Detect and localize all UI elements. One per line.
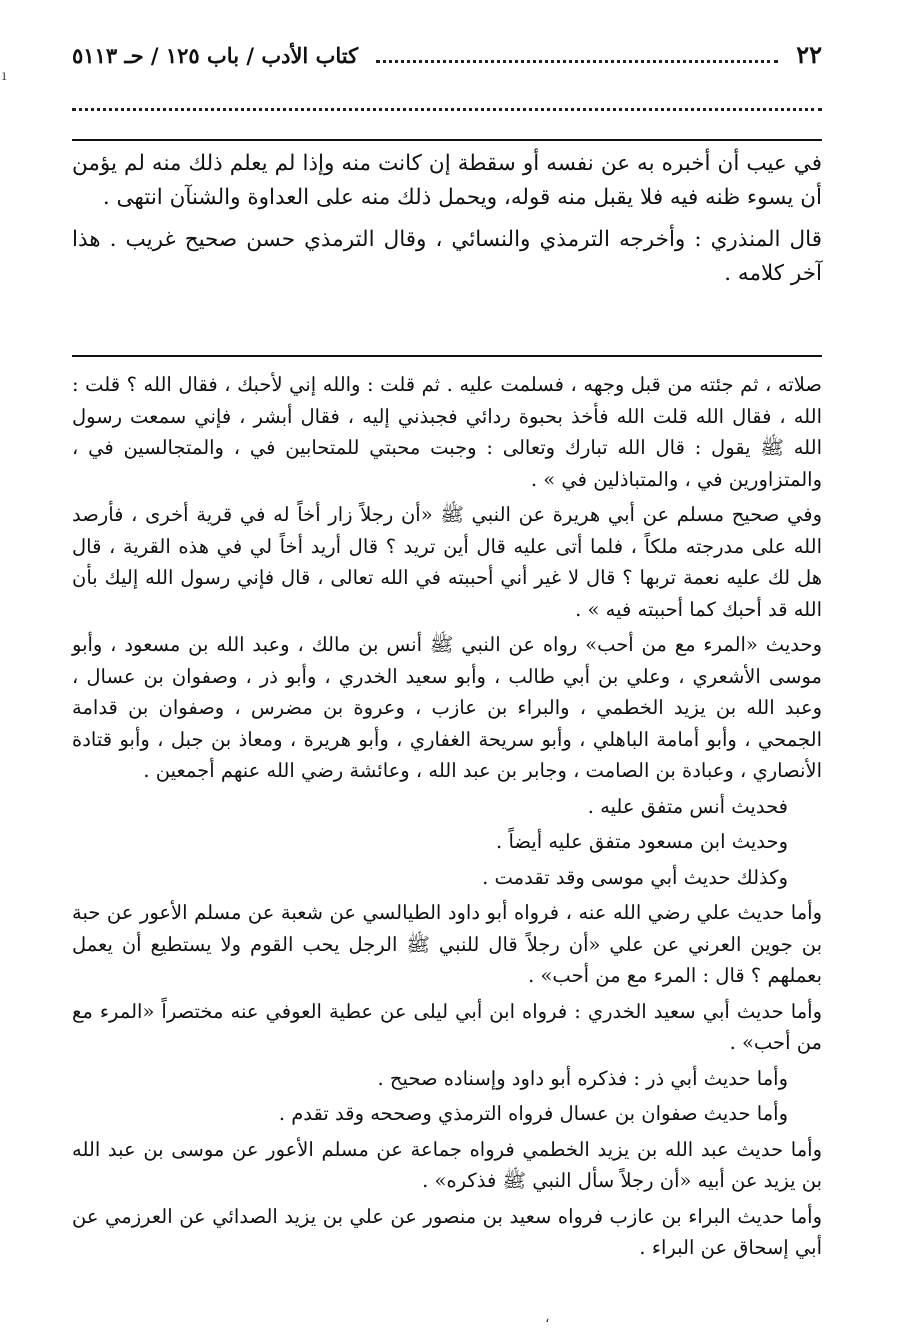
- footer-mark: ،: [545, 1310, 550, 1326]
- main-paragraph: وأما حديث أبي ذر : فذكره أبو داود وإسناده صحيح .: [377, 1066, 788, 1090]
- commentary-block: [72, 141, 822, 317]
- main-paragraph: وأما حديث علي رضي الله عنه ، فرواه أبو داود الطيالسي عن شعبة عن مسلم الأعور عن حبة بن جوين العرني عن علي «أن رجلاً قال للنبي ﷺ الرجل يحب القوم ولا يستطيع أن يعمل بعملهم ؟ قال : المرء مع من أحب» .: [72, 901, 822, 987]
- book-page: [72, 40, 822, 1268]
- main-paragraph: وحديث «المرء مع من أحب» رواه عن النبي ﷺ أنس بن مالك ، وعبد الله بن مسعود ، وأبو موسى الأشعري ، وعلي بن أبي طالب ، وأبو سعيد الخدري ، وأبو ذر ، وصفوان بن عسال ، وعبد الله بن يزيد الخطمي ، والبراء بن عازب ، وعروة بن مضرس ، وصفوان بن قدامة الجمحي ، وأبو أمامة الباهلي ، وأبو سريحة الغفاري ، وأبو هريرة ، ومعاذ بن جبل ، وأبو قتادة الأنصاري ، وعبادة بن الصامت ، وجابر بن عبد الله ، وعائشة رضي الله عنهم أجمعين .: [72, 633, 822, 782]
- running-title: كتاب الأدب / باب ١٢٥ / حـ ٥١١٣: [72, 43, 359, 68]
- main-paragraph: صلاته ، ثم جئته من قبل وجهه ، فسلمت عليه . ثم قلت : والله إني لأحبك ، فقال الله ؟ قلت : الله ، فقال الله قلت الله فأخذ بحبوة ردائي فجبذني إليه ، فقال أبشر ، فإني سمعت رسول الله ﷺ يقول : قال الله تبارك وتعالى : وجبت محبتي للمتحابين في ، والمتجالسين في ، والمتزاورين في ، والمتباذلين في » .: [72, 373, 822, 491]
- commentary-paragraph: في عيب أن أخبره به عن نفسه أو سقطة إن كانت منه وإذا لم يعلم ذلك منه لم يؤمن أن يسوء ظنه فيه فلا يقبل منه قوله، ويحمل ذلك منه على العداوة والشنآن انتهى .: [72, 151, 822, 210]
- header-dotted-leader: [376, 46, 778, 63]
- main-paragraph: وأما حديث البراء بن عازب فرواه سعيد بن منصور عن علي بن يزيد الصدائي عن العرزمي عن أبي إسحاق عن البراء .: [72, 1204, 822, 1259]
- main-paragraph: وأما حديث صفوان بن عسال فرواه الترمذي وصححه وقد تقدم .: [278, 1102, 788, 1125]
- main-paragraph: وكذلك حديث أبي موسى وقد تقدمت .: [482, 865, 788, 889]
- main-paragraph: وأما حديث عبد الله بن يزيد الخطمي فرواه جماعة عن مسلم الأعور عن موسى بن عبد الله بن يزيد عن أبيه «أن رجلاً سأل النبي ﷺ فذكره» .: [72, 1137, 822, 1192]
- commentary-paragraph: قال المنذري : وأخرجه الترمذي والنسائي ، وقال الترمذي حسن صحيح غريب . هذا آخر كلامه .: [72, 227, 822, 286]
- main-text-block: [72, 357, 822, 1264]
- main-paragraph: وفي صحيح مسلم عن أبي هريرة عن النبي ﷺ «أن رجلاً زار أخاً له في قرية أخرى ، فأرصد الله على مدرجته ملكاً ، فلما أتى عليه قال أين تريد ؟ قال أريد أخاً لي في هذه القرية ، قال هل لك عليه نعمة تربها ؟ قال لا غير أني أحببته في الله تعالى ، قال فإني رسول الله إليك بأن الله قد أحبك كما أحببته فيه » .: [72, 503, 822, 621]
- edge-mark: ı: [2, 68, 7, 84]
- main-paragraph: وحديث ابن مسعود متفق عليه أيضاً .: [496, 830, 788, 853]
- dotted-separator: [72, 88, 822, 111]
- page-header: [72, 40, 822, 86]
- main-paragraph: وأما حديث أبي سعيد الخدري : فرواه ابن أبي ليلى عن عطية العوفي عنه مختصراً «المرء مع من أحب» .: [72, 999, 822, 1054]
- page-number: ٢٢: [796, 40, 822, 69]
- main-paragraph: فحديث أنس متفق عليه .: [587, 794, 788, 818]
